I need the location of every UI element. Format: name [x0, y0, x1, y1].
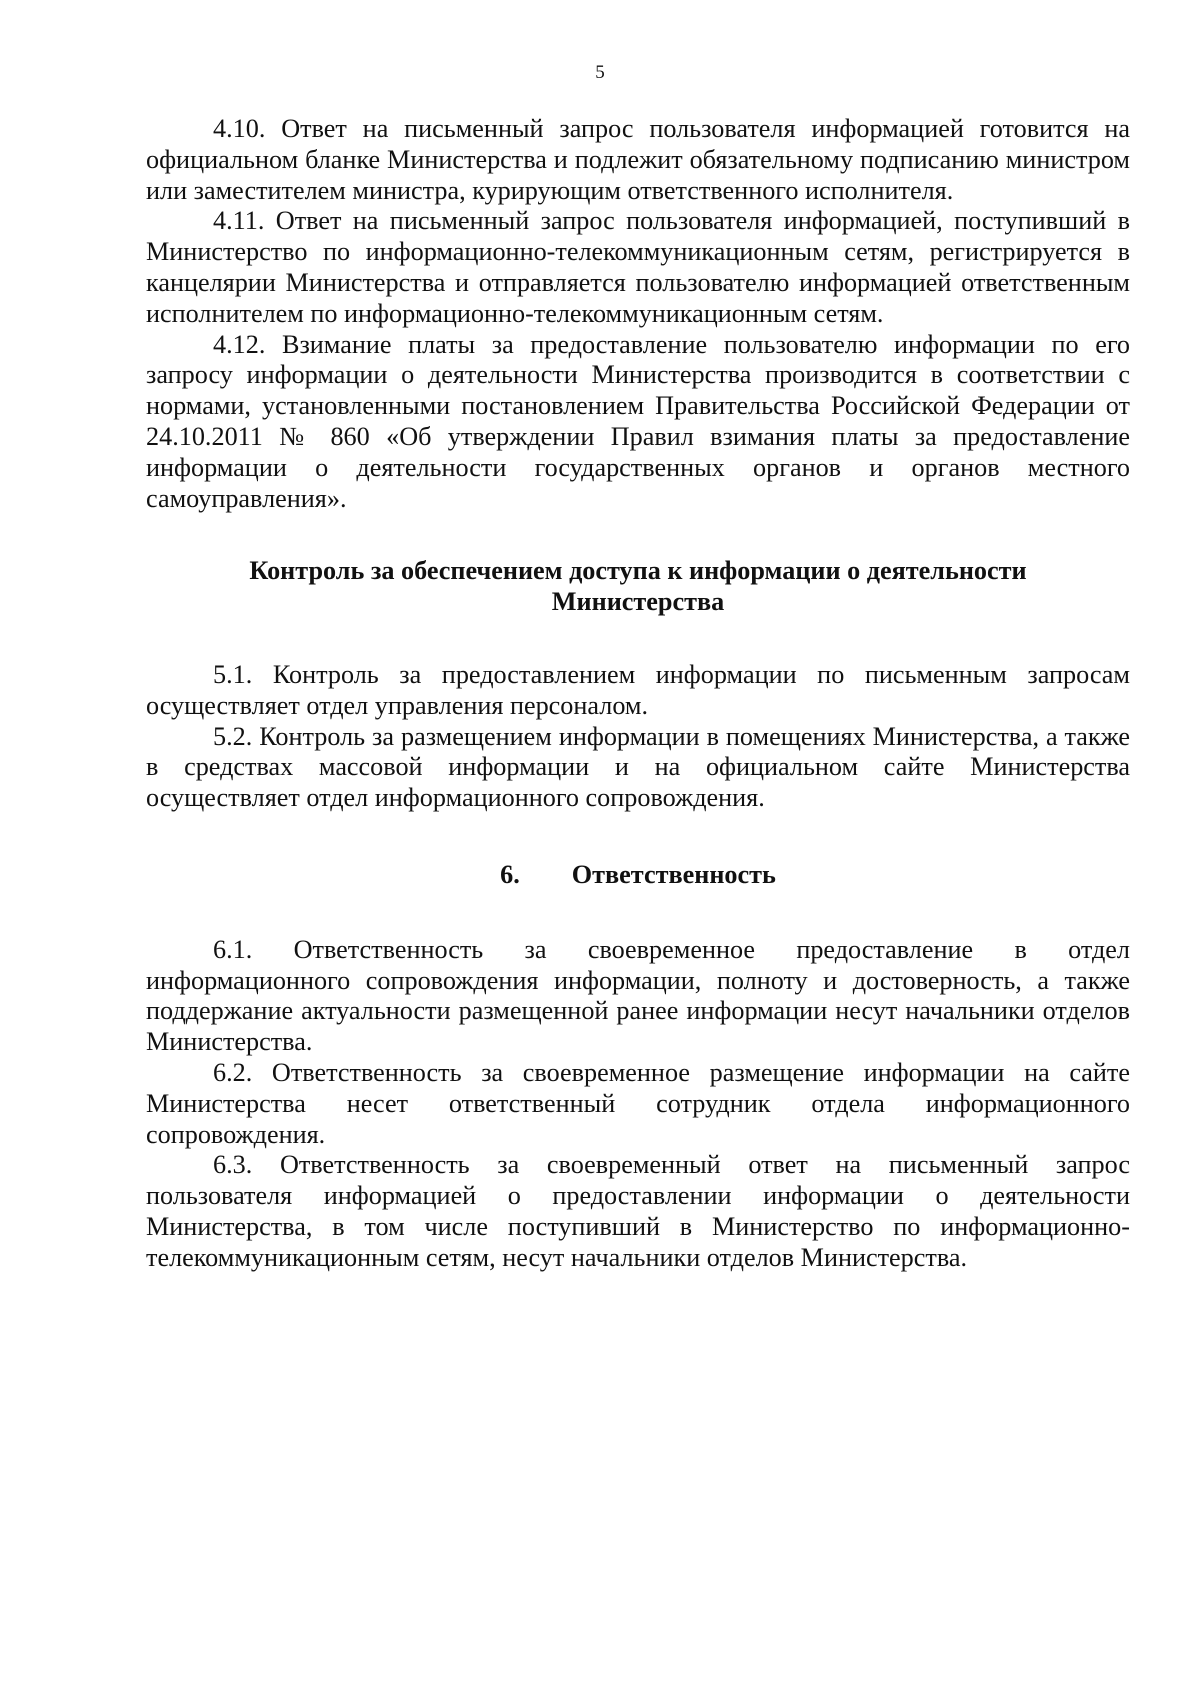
section-5-title-line2: Министерства [551, 587, 725, 617]
paragraph-5-1: 5.1. Контроль за предоставлением информации по письменным запросам осуществляет отдел управления персоналом. [146, 659, 1130, 720]
paragraph-4-11: 4.11. Ответ на письменный запрос пользователя информацией, поступивший в Министерство по информационно-телекоммуникационным сетям, регистрируется в канцелярии Министерства и отправляется пользователю информацией ответственным исполнителем по информационно-телекоммуникационным сетям. [146, 206, 1130, 328]
section-6-number: 6. [500, 859, 520, 889]
page-number: 5 [595, 62, 605, 83]
section-5-title-line1 [146, 556, 1130, 587]
document-body [146, 114, 1130, 1274]
paragraph-6-2: 6.2. Ответственность за своевременное размещение информации на сайте Министерства несет ответственный сотрудник отдела информационного сопровождения. [146, 1057, 1130, 1149]
paragraph-6-3: 6.3. Ответственность за своевременный ответ на письменный запрос пользователя информацией о предоставлении информации о деятельности Министерства, в том числе поступивший в Министерство по информационно-телекоммуникационным сетям, несут начальники отделов Министерства. [146, 1150, 1130, 1272]
section-6-title: Ответственность [571, 859, 776, 889]
section-5-heading [146, 556, 1130, 618]
section-6-heading [146, 860, 1130, 891]
section-5-title-text: Контроль за обеспечением доступа к информации о деятельности [249, 556, 1027, 586]
paragraph-4-12: 4.12. Взимание платы за предоставление пользователю информации по его запросу информации о деятельности Министерства производится в соответствии с нормами, установленными постановлением Правительства Российской Федерации от 24.10.2011 № 860 «Об утверждении Правил взимания платы за предоставление информации о деятельности государственных органов и органов местного самоуправления». [146, 329, 1130, 513]
paragraph-6-1: 6.1. Ответственность за своевременное предоставление в отдел информационного сопровождения информации, полноту и достоверность, а также поддержание актуальности размещенной ранее информации несут начальники отделов Министерства. [146, 934, 1130, 1057]
paragraph-4-10: 4.10. Ответ на письменный запрос пользователя информацией готовится на официальном бланке Министерства и подлежит обязательному подписанию министром или заместителем министра, курирующим ответственного исполнителя. [146, 114, 1130, 205]
paragraph-5-2: 5.2. Контроль за размещением информации в помещениях Министерства, а также в средствах массовой информации и на официальном сайте Министерства осуществляет отдел информационного сопровождения. [146, 721, 1130, 813]
